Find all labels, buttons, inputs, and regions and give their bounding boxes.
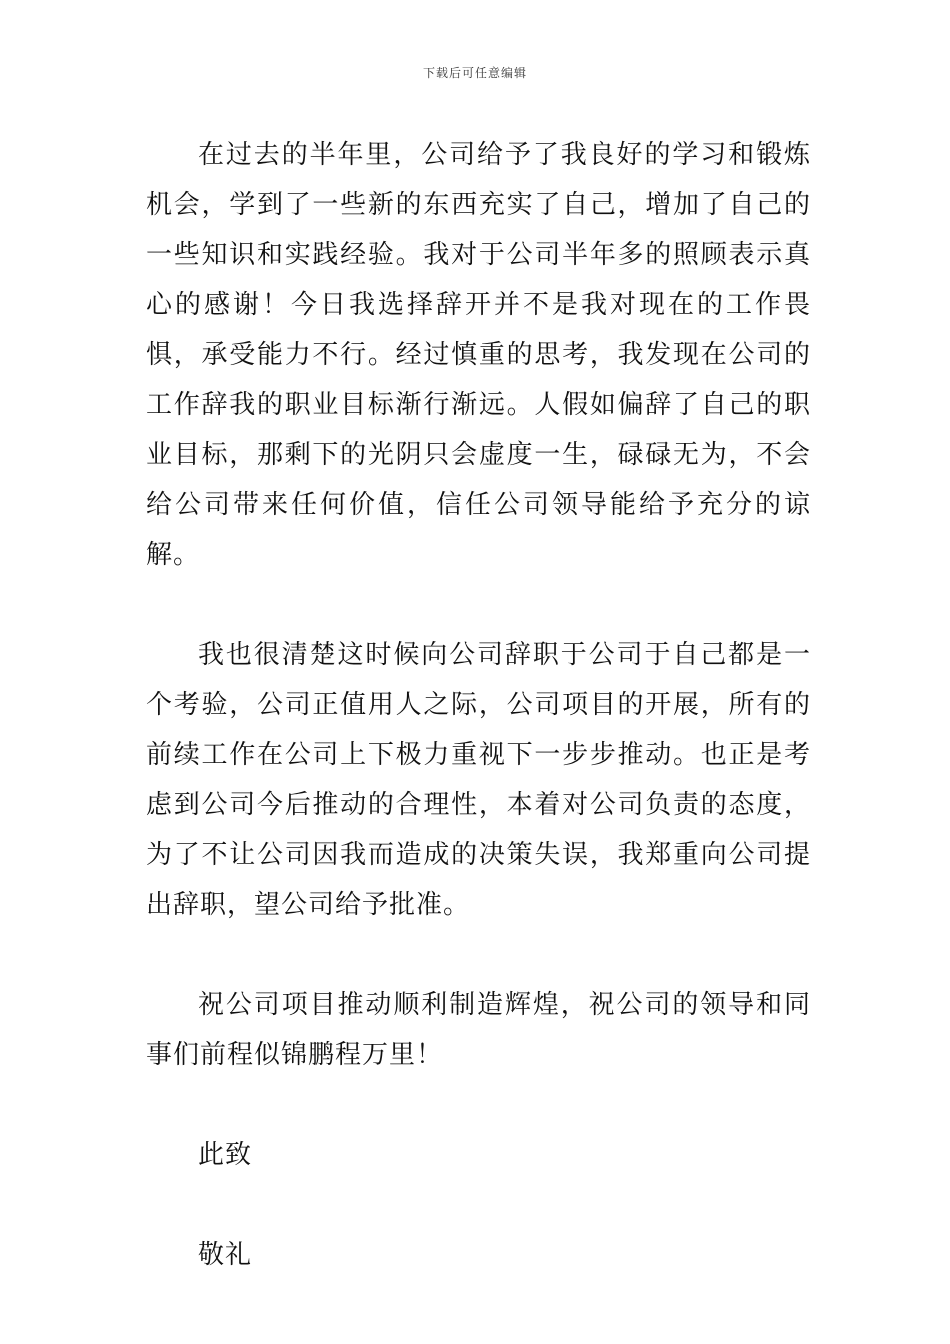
letter-paragraph-2: 我也很清楚这时候向公司辞职于公司于自己都是一个考验，公司正值用人之际，公司项目的开展，所有的前续工作在公司上下极力重视下一步步推动。也正是考虑到公司今后推动的合理性，本着对公司负责的态度，为了不让公司因我而造成的决策失误，我郑重向公司提出辞职，望公司给予批准。 [146,640,811,920]
letter-body [146,130,811,1280]
letter-paragraph-1: 在过去的半年里，公司给予了我良好的学习和锻炼机会，学到了一些新的东西充实了自己，增加了自己的一些知识和实践经验。我对于公司半年多的照顾表示真心的感谢！今日我选择辞开并不是我对现在的工作畏惧，承受能力不行。经过慎重的思考，我发现在公司的工作辞我的职业目标渐行渐远。人假如偏辞了自己的职业目标，那剩下的光阴只会虚度一生，碌碌无为，不会给公司带来任何价值，信任公司领导能给予充分的谅解。 [146,140,811,570]
closing-regards: 敬礼 [198,1240,253,1270]
page-header: 下载后可任意编辑 [422,66,527,80]
letter-paragraph-3: 祝公司项目推动顺利制造辉煌，祝公司的领导和同事们前程似锦鹏程万里！ [146,990,811,1070]
closing-salutation: 此致 [198,1140,253,1170]
